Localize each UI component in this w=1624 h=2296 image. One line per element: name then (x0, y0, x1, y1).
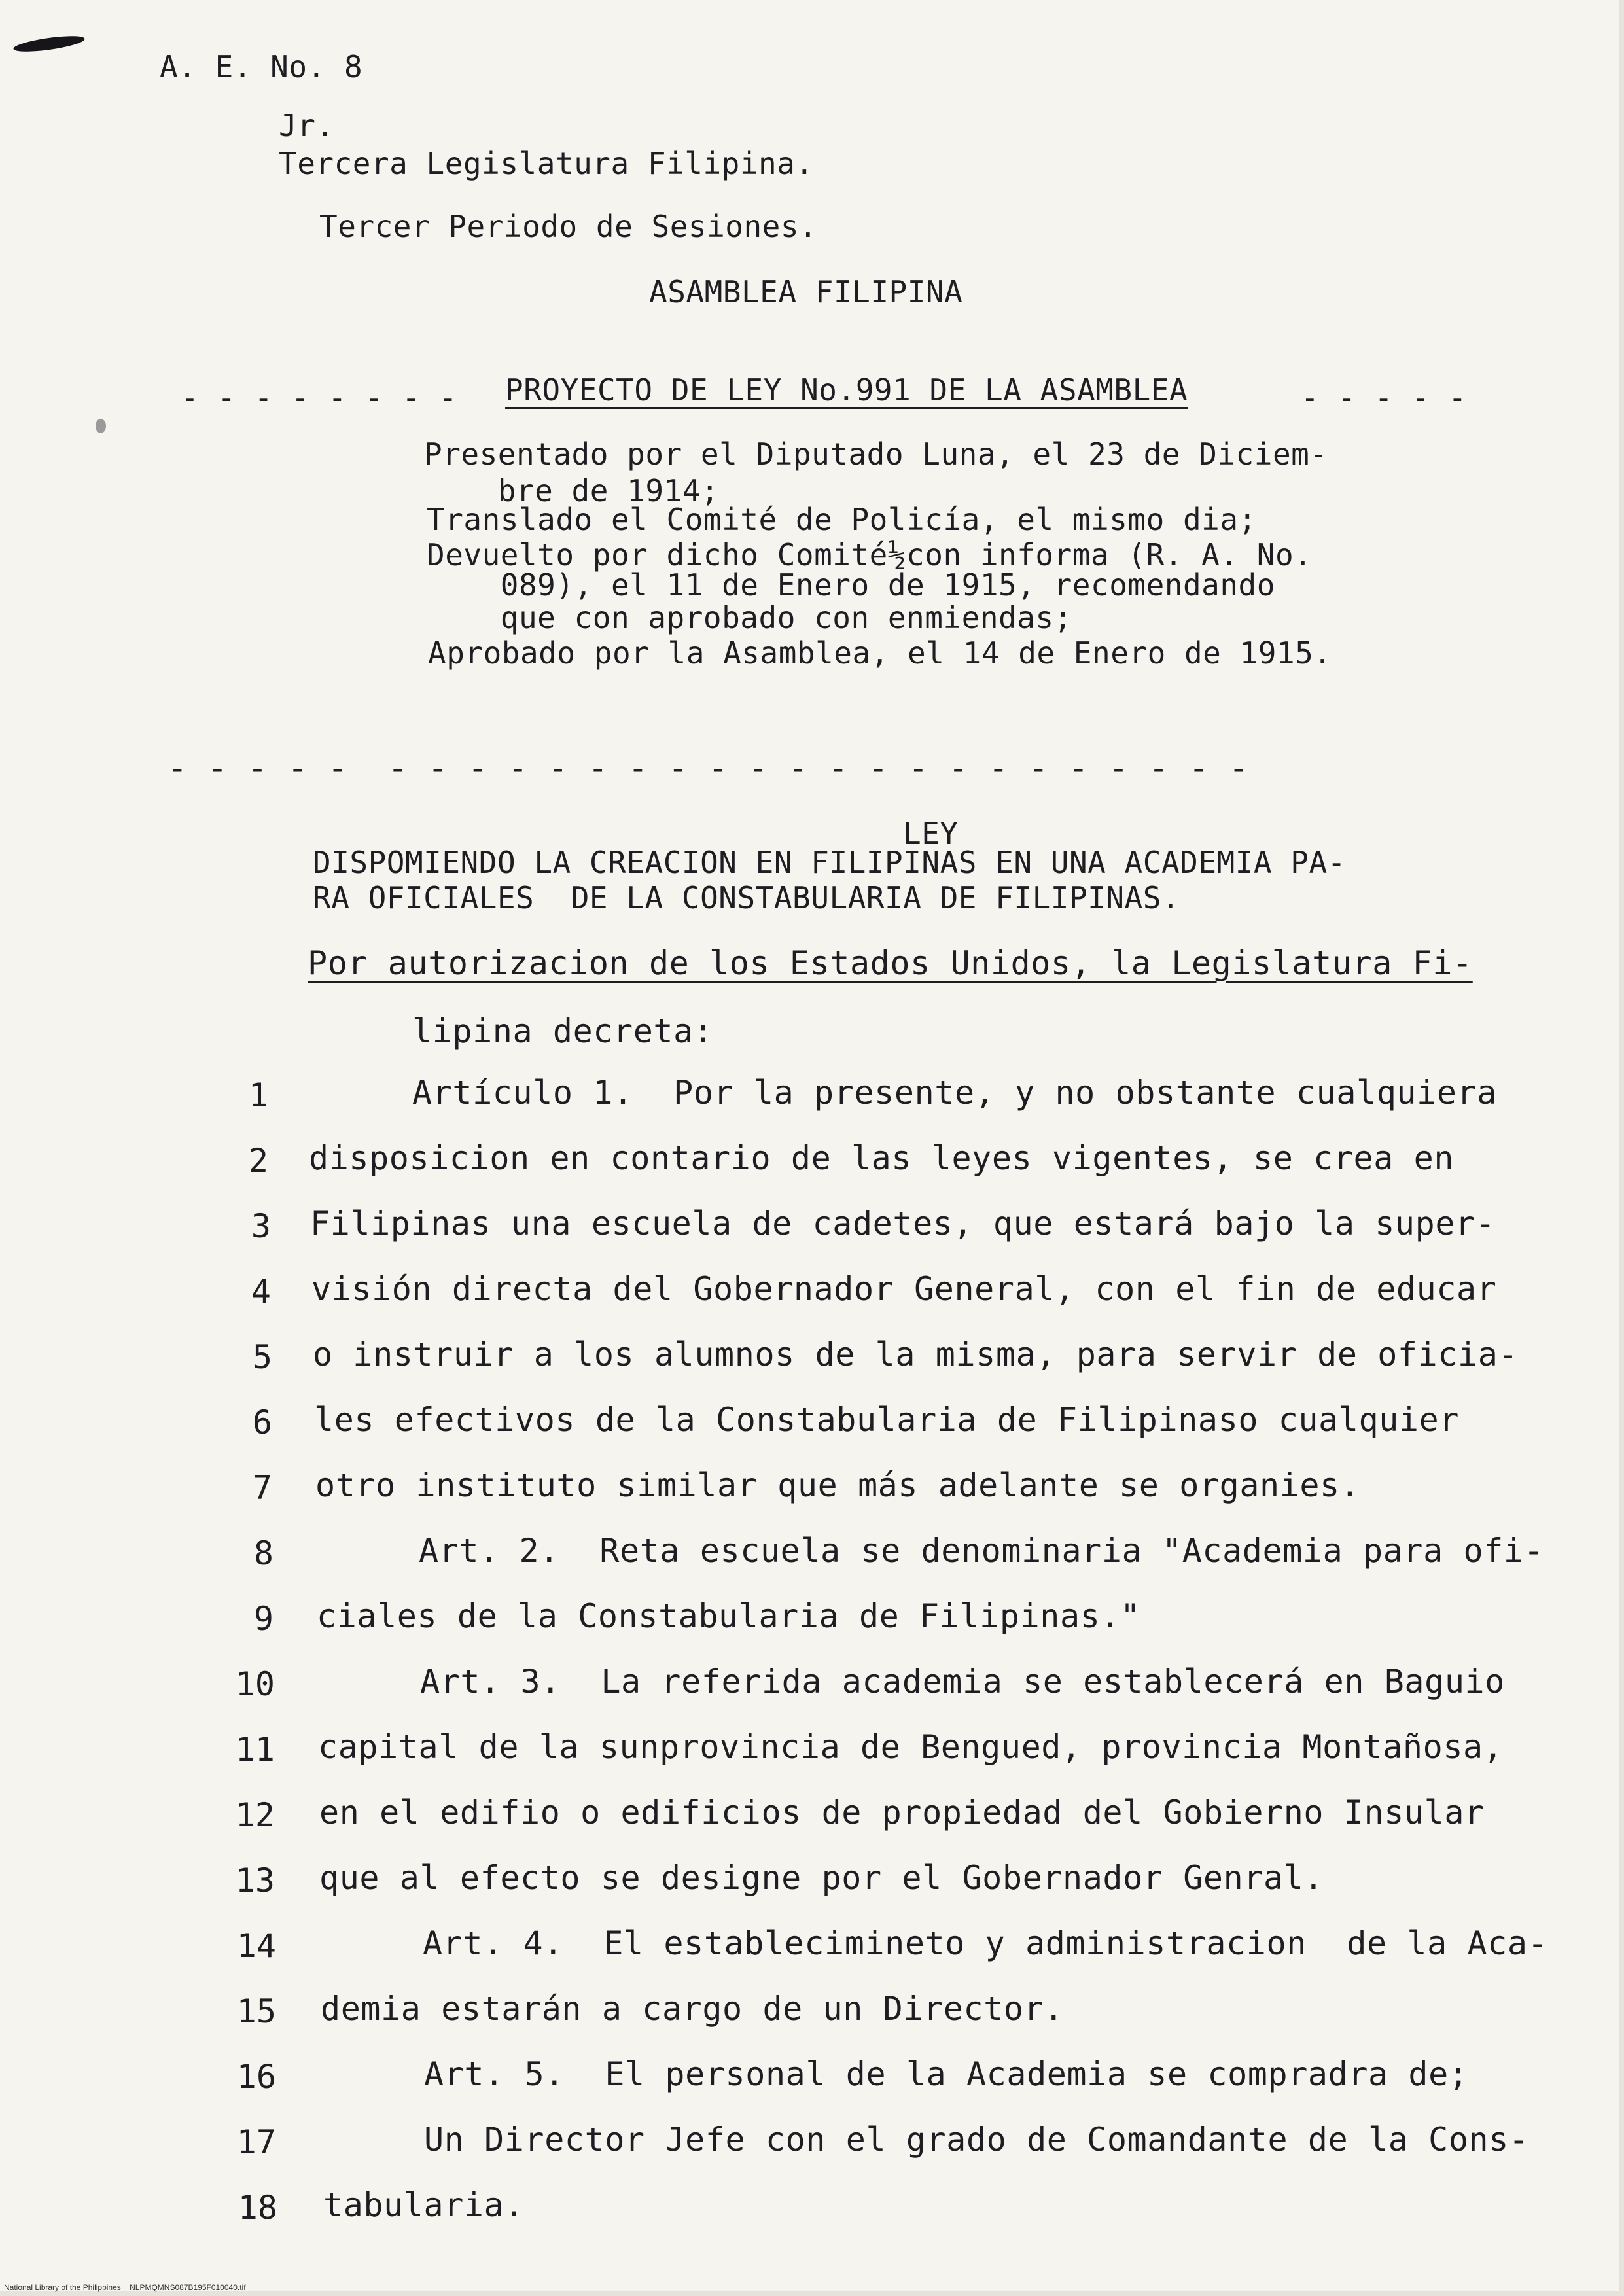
line-number: 2 (248, 1142, 268, 1180)
text-line: tabularia. (323, 2186, 525, 2224)
history-line: Translado el Comité de Policía, el mismo dia; (427, 502, 1257, 537)
text-line: Un Director Jefe con el grado de Comandante de la Cons- (424, 2121, 1529, 2159)
line-number: 18 (238, 2189, 277, 2227)
line-number: 9 (253, 1600, 274, 1638)
text-line: Filipinas una escuela de cadetes, que estará bajo la super- (310, 1205, 1496, 1243)
text-line: otro instituto similar que más adelante se organies. (315, 1466, 1360, 1504)
text-line: o instruir a los alumnos de la misma, para servir de oficia- (313, 1335, 1519, 1373)
line-number: 1 (248, 1076, 268, 1114)
history-line: bre de 1914; (424, 473, 720, 508)
line-number: 11 (235, 1731, 275, 1769)
text-line: en el edifio o edificios de propiedad del Gobierno Insular (319, 1793, 1485, 1831)
enacting-clause: Por autorizacion de los Estados Unidos, la Legislatura Fi- (308, 944, 1473, 982)
line-number: 8 (253, 1534, 274, 1572)
line-number: 15 (236, 1992, 276, 2030)
bill-title: PROYECTO DE LEY No.991 DE LA ASAMBLEA (505, 372, 1188, 408)
law-heading: LEY (903, 816, 959, 851)
text-line: ciales de la Constabularia de Filipinas." (317, 1597, 1140, 1635)
assembly-name: ASAMBLEA FILIPINA (649, 274, 963, 309)
line-number: 12 (235, 1796, 275, 1834)
line-number: 14 (236, 1927, 276, 1965)
title-dashes-right: - - - - - (1301, 380, 1467, 415)
legislature-name: Tercera Legislatura Filipina. (279, 146, 814, 181)
text-line: Art. 2. Reta escuela se denominaria "Academia para ofi- (419, 1532, 1544, 1570)
line-number: 5 (252, 1338, 272, 1376)
session-period: Tercer Periodo de Sesiones. (319, 209, 818, 244)
line-number: 16 (236, 2058, 276, 2096)
enacting-clause-cont: lipina decreta: (412, 1012, 714, 1050)
history-line: que con aprobado con enmiendas; (427, 600, 1072, 635)
text-line: Artículo 1. Por la presente, y no obstante cualquiera (412, 1074, 1497, 1112)
line-number: 10 (235, 1665, 275, 1703)
history-line: Presentado por el Diputado Luna, el 23 de Diciem- (424, 436, 1328, 472)
ink-smudge (96, 419, 106, 433)
text-line: que al efecto se designe por el Gobernador Genral. (319, 1859, 1324, 1897)
text-line: capital de la sunprovincia de Bengued, provincia Montañosa, (318, 1728, 1504, 1766)
text-line: Art. 3. La referida academia se establecerá en Baguio (420, 1663, 1505, 1701)
line-number: 7 (252, 1469, 272, 1507)
jr-note: Jr. (279, 108, 334, 143)
line-number: 17 (236, 2123, 276, 2161)
history-line: 089), el 11 de Enero de 1915, recomendando (427, 567, 1275, 603)
text-line: demia estarán a cargo de un Director. (321, 1990, 1064, 2028)
text-line: les efectivos de la Constabularia de Filipinaso cualquier (314, 1401, 1460, 1439)
text-line: Art. 5. El personal de la Academia se compradra de; (424, 2055, 1469, 2093)
history-line: Devuelto por dicho Comité½con informa (R. A. No. (427, 537, 1313, 573)
text-line: Art. 4. El establecimineto y administracion de la Aca- (423, 1924, 1548, 1962)
document-ref: A. E. No. 8 (160, 49, 363, 84)
line-number: 6 (252, 1404, 272, 1441)
title-dashes-left: - - - - - - - - (181, 380, 457, 415)
section-separator: - - - - - - - - - - - - - - - - - - - - - - - - - - - (168, 749, 1249, 787)
law-title-line: DISPOMIENDO LA CREACION EN FILIPINAS EN UNA ACADEMIA PA- (313, 845, 1346, 880)
history-line: Aprobado por la Asamblea, el 14 de Enero de 1915. (428, 635, 1332, 671)
law-title-line: RA OFICIALES DE LA CONSTABULARIA DE FILIPINAS. (313, 880, 1180, 915)
line-number: 13 (235, 1862, 275, 1899)
archive-footer: National Library of the Philippines NLPMQMNS087B195F010040.tif (4, 2283, 246, 2292)
text-line: disposicion en contario de las leyes vigentes, se crea en (309, 1139, 1455, 1177)
line-number: 3 (251, 1207, 271, 1245)
text-line: visión directa del Gobernador General, con el fin de educar (311, 1270, 1497, 1308)
line-number: 4 (251, 1273, 271, 1311)
